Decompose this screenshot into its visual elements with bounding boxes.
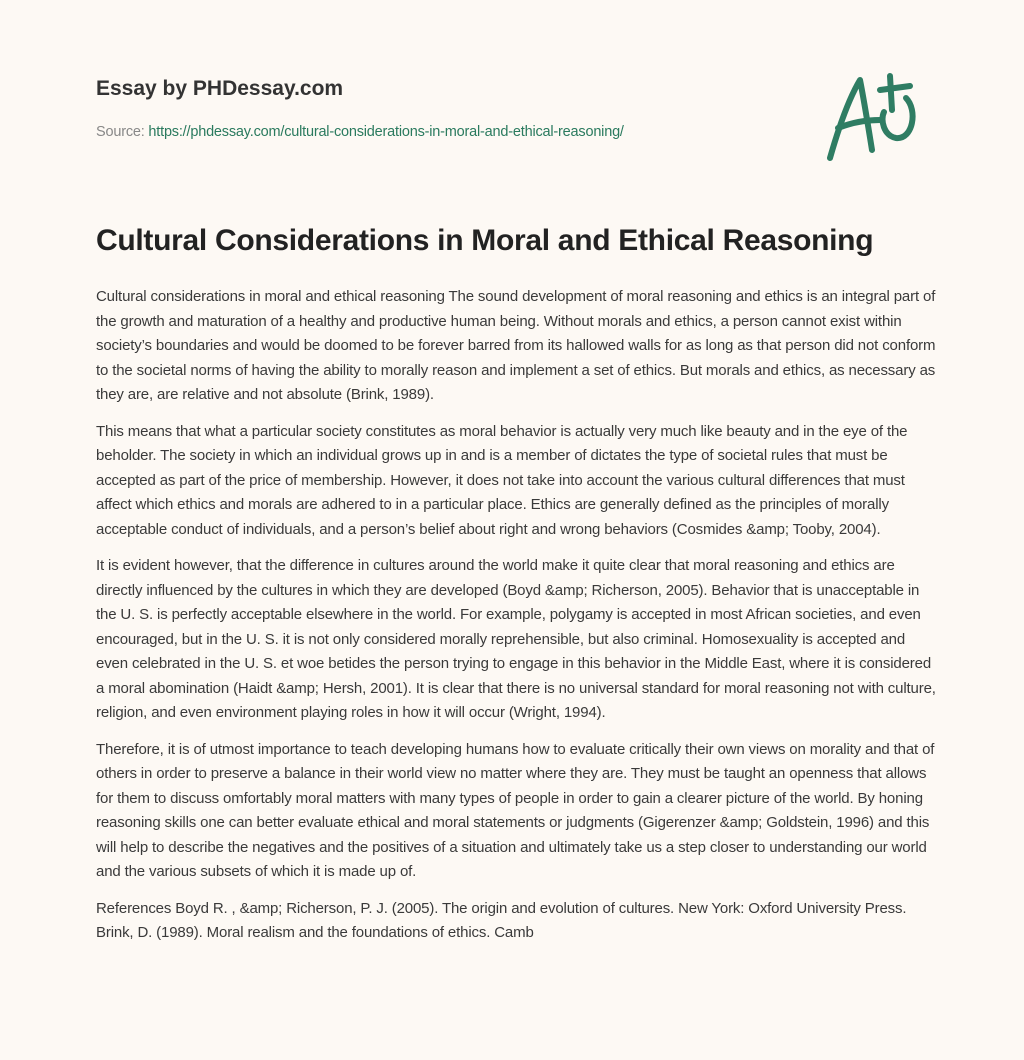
a-plus-logo-icon: [818, 70, 928, 165]
source-line: [96, 124, 624, 140]
paragraph: It is evident however, that the difference in cultures around the world make it quite clear that moral reasoning and ethics are directly influenced by the cultures in which they are developed (Boyd &amp; Richerson, 2005). Behavior that is unacceptable in the U. S. is perfectly acceptable elsewhere in the world. For example, polygamy is accepted in most African societies, and even encouraged, but in the U. S. it is not only considered morally reprehensible, but also criminal. Homosexuality is accepted and even celebrated in the U. S. et woe betides the person trying to engage in this behavior in the Middle East, where it is considered a moral abomination (Haidt &amp; Hersh, 2001). It is clear that there is no universal standard for moral reasoning not with culture, religion, and even environment playing roles in how it will occur (Wright, 1994).: [96, 557, 936, 721]
paragraph: This means that what a particular society constitutes as moral behavior is actually very much like beauty and in the eye of the beholder. The society in which an individual grows up in and is a member of dictates the type of societal rules that must be accepted as part of the price of membership. However, it does not take into account the various cultural differences that must affect which ethics and morals are adhered to in a particular place. Ethics are generally defined as the principles of morally acceptable conduct of individuals, and a person’s belief about right and wrong behaviors (Cosmides &amp; Tooby, 2004).: [96, 422, 908, 538]
essay-body: [96, 285, 936, 958]
paragraph: Therefore, it is of utmost importance to teach developing humans how to evaluate critically their own views on morality and that of others in order to preserve a balance in their world view no matter where they are. They must be taught an openness that allows for them to discuss omfortably moral matters with many types of people in order to gain a clearer picture of the world. By honing reasoning skills one can better evaluate ethical and moral statements or judgments (Gigerenzer &amp; Goldstein, 1996) and this will help to describe the negatives and the positives of a situation and ultimately take us a step closer to understanding our world and the various subsets of which it is made up of.: [96, 740, 935, 880]
paragraph: Cultural considerations in moral and ethical reasoning The sound development of moral reasoning and ethics is an integral part of the growth and maturation of a healthy and productive human being. Without morals and ethics, a person cannot exist within society’s boundaries and would be doomed to be forever barred from its hallowed walls for as long as that person did not conform to the societal norms of having the ability to morally reason and implement a set of ethics. But morals and ethics, as necessary as they are, are relative and not absolute (Brink, 1989).: [96, 288, 936, 403]
source-label: Source:: [96, 124, 145, 140]
page-title: Cultural Considerations in Moral and Ethical Reasoning: [96, 224, 874, 257]
site-brand: Essay by PHDessay.com: [96, 77, 344, 100]
references-paragraph: References Boyd R. , &amp; Richerson, P. J. (2005). The origin and evolution of cultures. New York: Oxford University Press. Brink, D. (1989). Moral realism and the foundations of ethics. Camb: [96, 899, 907, 941]
source-link[interactable]: https://phdessay.com/cultural-considerations-in-moral-and-ethical-reasoning/: [148, 124, 624, 140]
